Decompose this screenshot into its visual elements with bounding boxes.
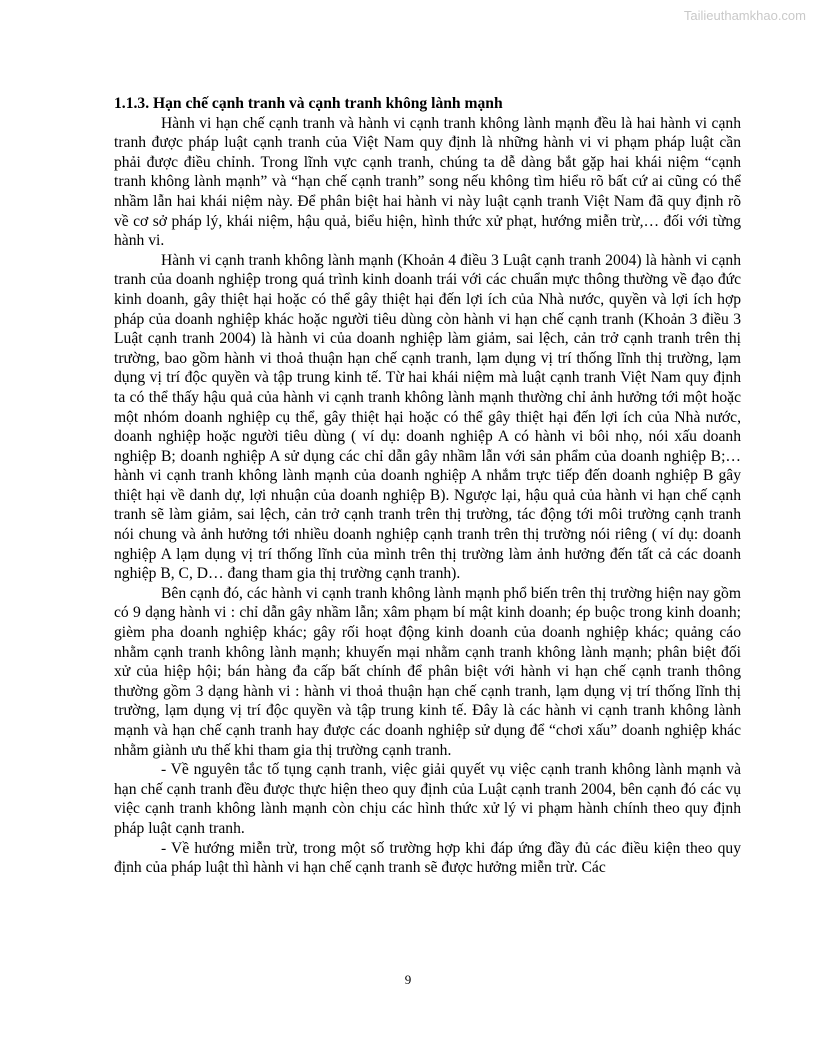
paragraph-2: Hành vi cạnh tranh không lành mạnh (Khoản 4 điều 3 Luật cạnh tranh 2004) là hành vi cạnh tranh của doanh nghiệp trong quá trình kinh doanh trái với các chuẩn mực thông thường về đạo đức kinh doanh, gây thiệt hại hoặc có thể gây thiệt hại đến lợi ích của Nhà nước, quyền và lợi ích hợp pháp của doanh nghiệp khác hoặc người tiêu dùng còn hành vi hạn chế cạnh tranh (Khoản 3 điều 3 Luật cạnh tranh 2004) là hành vi của doanh nghiệp làm giảm, sai lệch, cản trở cạnh tranh trên thị trường, bao gồm hành vi thoả thuận hạn chế cạnh tranh, lạm dụng vị trí thống lĩnh thị trường, lạm dụng vị trí độc quyền và tập trung kinh tế. Từ hai khái niệm mà luật cạnh tranh Việt Nam quy định ta có thể thấy hậu quả của hành vi cạnh tranh không lành mạnh thường chỉ ảnh hưởng tới một hoặc một nhóm doanh nghiệp cụ thể, gây thiệt hại hoặc có thể gây thiệt hại đến lợi ích của Nhà nước, doanh nghiệp hoặc người tiêu dùng ( ví dụ: doanh nghiệp A có hành vi bôi nhọ, nói xấu doanh nghiệp B; doanh nghiệp A sử dụng các chỉ dẫn gây nhầm lẫn với sản phẩm của doanh nghiệp B;… hành vi cạnh tranh không lành mạnh của doanh nghiệp A nhắm trực tiếp đến doanh nghiệp B gây thiệt hại về danh dự, lợi nhuận của doanh nghiệp B). Ngược lại, hậu quả của hành vi hạn chế cạnh tranh sẽ làm giảm, sai lệch, cản trở cạnh tranh trên thị trường, tác động tới môi trường cạnh tranh nói chung và ảnh hưởng tới nhiều doanh nghiệp cạnh tranh trên thị trường nói riêng ( ví dụ: doanh nghiệp A lạm dụng vị trí thống lĩnh của mình trên thị trường làm ảnh hưởng đến tất cả các doanh nghiệp B, C, D… đang tham gia thị trường cạnh tranh). — [114, 251, 741, 583]
document-body — [114, 94, 741, 878]
watermark-text: Tailieuthamkhao.com — [683, 8, 806, 23]
bullet-paragraph-1: - Về nguyên tắc tố tụng cạnh tranh, việc giải quyết vụ việc cạnh tranh không lành mạnh và hạn chế cạnh tranh đều được thực hiện theo quy định của Luật cạnh tranh 2004, bên cạnh đó các vụ việc cạnh tranh không lành mạnh còn chịu các hình thức xử lý vi phạm hành chính theo quy định pháp luật cạnh tranh. — [114, 761, 741, 837]
page-number: 9 — [404, 972, 412, 987]
paragraph-1: Hành vi hạn chế cạnh tranh và hành vi cạnh tranh không lành mạnh đều là hai hành vi cạnh tranh được pháp luật cạnh tranh của Việt Nam quy định là những hành vi vi phạm pháp luật cần phải được điều chỉnh. Trong lĩnh vực cạnh tranh, chúng ta dễ dàng bắt gặp hai khái niệm “cạnh tranh không lành mạnh” và “hạn chế cạnh tranh” song nếu không tìm hiểu rõ bất cứ ai cũng có thể nhầm lẫn hai khái niệm này. Để phân biệt hai hành vi này luật cạnh tranh Việt Nam đã quy định rõ về cơ sở pháp lý, khái niệm, hậu quả, biểu hiện, hình thức xử phạt, hướng miễn trừ,… đối với từng hành vi. — [114, 114, 741, 250]
section-heading: 1.1.3. Hạn chế cạnh tranh và cạnh tranh không lành mạnh — [114, 95, 503, 112]
bullet-paragraph-2: - Về hướng miễn trừ, trong một số trường hợp khi đáp ứng đầy đủ các điều kiện theo quy định của pháp luật thì hành vi hạn chế cạnh tranh sẽ được hưởng miễn trừ. Các — [114, 839, 741, 877]
paragraph-3: Bên cạnh đó, các hành vi cạnh tranh không lành mạnh phổ biến trên thị trường hiện nay gồm có 9 dạng hành vi : chỉ dẫn gây nhầm lẫn; xâm phạm bí mật kinh doanh; ép buộc trong kinh doanh; gièm pha doanh nghiệp khác; gây rối hoạt động kinh doanh của doanh nghiệp khác; quảng cáo nhằm cạnh tranh không lành mạnh; khuyến mại nhằm cạnh tranh không lành mạnh; phân biệt đối xử của hiệp hội; bán hàng đa cấp bất chính để phân biệt với hành vi hạn chế cạnh tranh thông thường gồm 3 dạng hành vi : hành vi thoả thuận hạn chế cạnh tranh, lạm dụng vị trí thống lĩnh thị trường, lạm dụng vị trí độc quyền và tập trung kinh tế. Đây là các hành vi cạnh tranh không lành mạnh và hạn chế cạnh tranh hay được các doanh nghiệp sử dụng để “chơi xấu” doanh nghiệp khác nhằm giành ưu thế khi tham gia thị trường cạnh tranh. — [114, 584, 741, 759]
